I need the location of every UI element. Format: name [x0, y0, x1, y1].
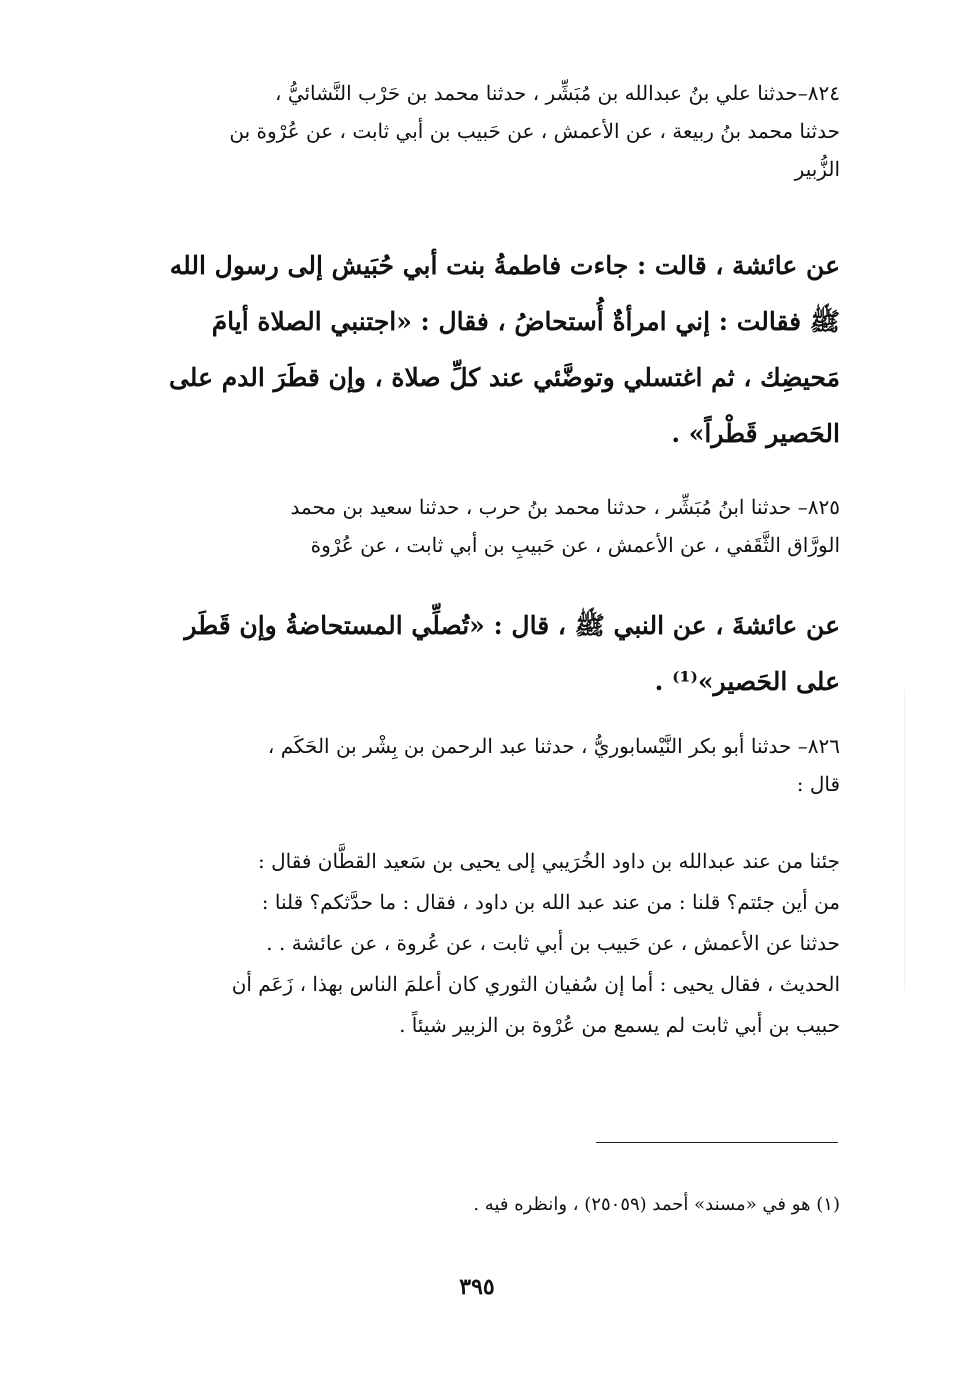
- text-line: الورَّاق الثَّقَفي ، عن الأعمش ، عن حَبيبِ بن أبي ثابت ، عن عُرْوة: [310, 533, 840, 557]
- page-number: ٣٩٥: [459, 1274, 495, 1300]
- hadith-825-matn: [138, 598, 840, 710]
- text-line: عن عائشة ، قالت : جاءت فاطمةُ بنت أبي حُبَيش إلى رسول الله: [169, 251, 840, 280]
- text-line: على الحَصير»⁽¹⁾ .: [654, 667, 840, 696]
- text-line: حدثنا عن الأعمش ، عن حَبيب بن أبي ثابت ، عن عُروة ، عن عائشة . .: [266, 931, 840, 955]
- hadith-826-narration: [138, 841, 840, 1046]
- text-line: ﷺ فقالت : إني امرأةٌ أُستحاضُ ، فقال : «اجتنبي الصلاة أيامَ: [211, 307, 840, 336]
- text-line: ٨٢٤–حدثنا علي بنُ عبدالله بن مُبَشِّر ، حدثنا محمد بن حَرْب النَّشائيُّ ،: [275, 81, 840, 105]
- footnote-divider: [596, 1142, 838, 1143]
- text-line: الحديث ، فقال يحيى : أما إن سُفيان الثوري كان أعلمَ الناس بهذا ، زَعَم أن: [231, 972, 840, 996]
- text-line: جئنا من عند عبدالله بن داود الخُرَيبي إلى يحيى بن سَعيد القطَّان فقال :: [258, 849, 840, 873]
- hadith-824-matn: [138, 238, 840, 462]
- text-line: قال :: [796, 772, 840, 796]
- hadith-825-isnad: [138, 488, 840, 564]
- text-line: ٨٢٥– حدثنا ابنُ مُبَشِّر ، حدثنا محمد بنُ حرب ، حدثنا سعيد بن محمد: [290, 495, 840, 519]
- scan-artifact: [904, 690, 905, 990]
- text-line: الحَصير قَطْراً» .: [671, 419, 840, 448]
- hadith-824-isnad: [138, 74, 840, 188]
- footnote: (١) هو في «مسند» أحمد (٢٥٠٥٩) ، وانظره فيه .: [473, 1194, 840, 1215]
- hadith-826-isnad: [138, 727, 840, 803]
- text-line: عن عائشةَ ، عن النبي ﷺ ، قال : «تُصلِّي المستحاضةُ وإن قَطَر: [184, 611, 840, 640]
- text-line: الزُّبير: [794, 157, 840, 181]
- text-line: حدثنا محمد بنُ ربيعة ، عن الأعمش ، عن حَبيب بن أبي ثابت ، عن عُرْوة بن: [229, 119, 840, 143]
- text-line: ٨٢٦– حدثنا أبو بكر النَّيْسابوريُّ ، حدثنا عبد الرحمن بن بِشْر بن الحَكَم ،: [267, 734, 840, 758]
- text-line: من أين جئتم؟ قلنا : من عند عبد الله بن داود ، فقال : ما حدَّثكم؟ قلنا :: [261, 890, 840, 914]
- text-line: مَحيضِك ، ثم اغتسلي وتوضَّئي عند كلِّ صلاة ، وإن قطَرَ الدم على: [168, 363, 840, 392]
- text-line: حبيب بن أبي ثابت لم يسمع من عُرْوة بن الزبير شيئاً .: [399, 1013, 840, 1037]
